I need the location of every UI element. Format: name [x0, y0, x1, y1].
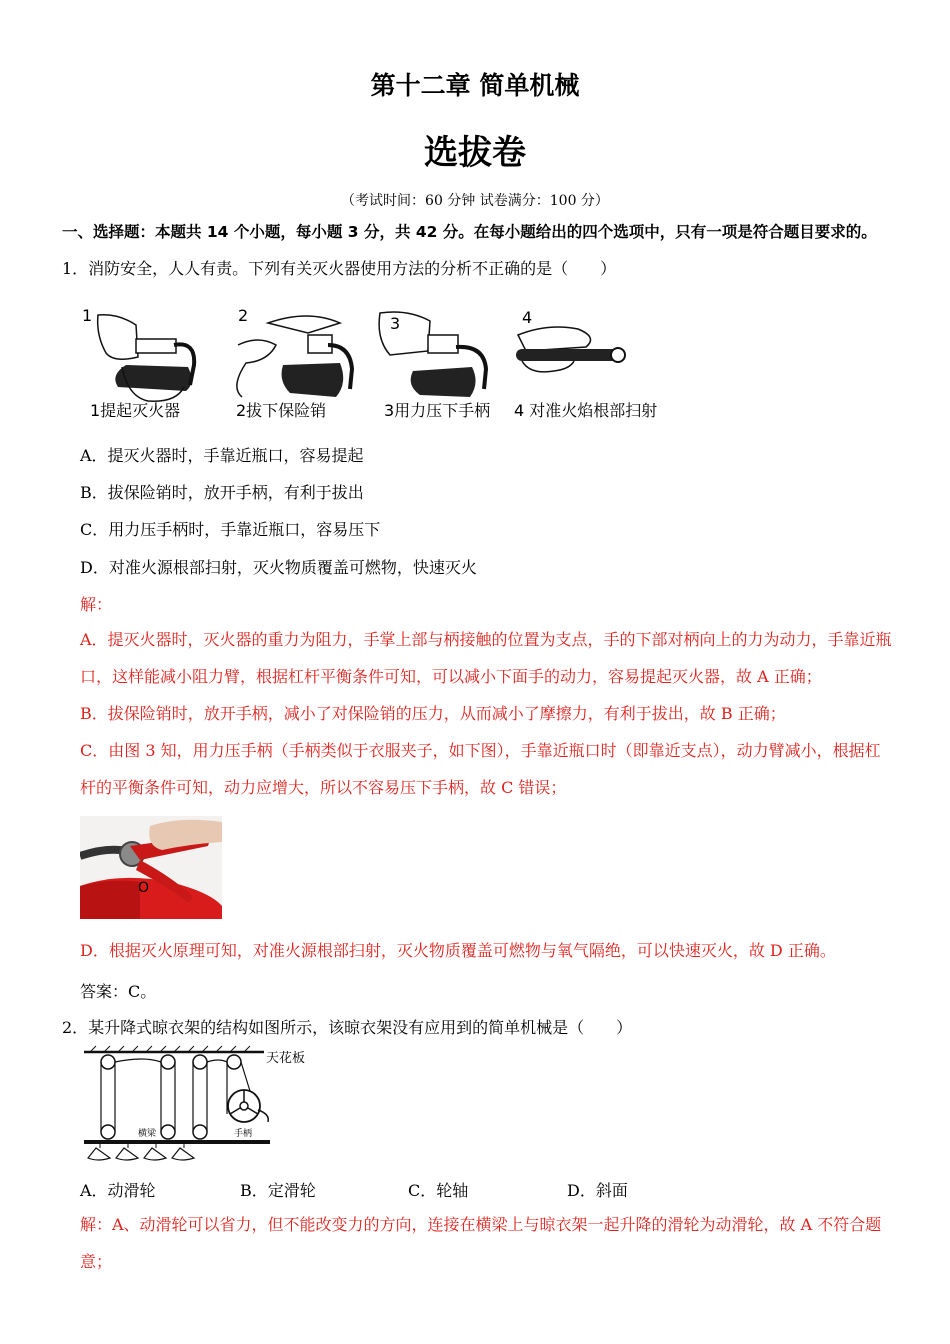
q1-answer: 答案：C。	[80, 982, 157, 1001]
step-4-illustration	[514, 308, 657, 420]
q1-solution-label: 解：	[80, 595, 113, 614]
q2-solution: 解：A、动滑轮可以省力，但不能改变力的方向，连接在横梁上与晾衣架一起升降的滑轮为动滑轮，故 A 不符合题意；	[80, 1215, 882, 1271]
handle-label: 手柄	[234, 1129, 253, 1139]
ceiling-label: 天花板	[266, 1051, 306, 1066]
q1-explanation-d: D．根据灭火原理可知，对准火源根部扫射，灭火物质覆盖可燃物与氧气隔绝，可以快速灭火，故 D 正确。	[80, 941, 836, 960]
step-3-caption: 3用力压下手柄	[384, 401, 491, 420]
beam-label: 横梁	[138, 1129, 157, 1139]
pivot-label: O	[138, 880, 150, 896]
chapter-title: 第十二章 简单机械	[370, 71, 580, 100]
step-4-number: 4	[522, 308, 533, 327]
q1-explanation-c: C．由图 3 知，用力压手柄（手柄类似于衣服夹子，如下图），手靠近瓶口时（即靠近支点），动力臂减小，根据杠杆的平衡条件可知，动力应增大，所以不容易压下手柄，故 C 错误；	[80, 741, 881, 797]
q2-options-row	[80, 1178, 900, 1202]
question-2-stem: 2．某升降式晾衣架的结构如图所示，该晾衣架没有应用到的简单机械是（ ）	[62, 1018, 633, 1037]
paper-subtitle: 选拔卷	[424, 133, 526, 173]
q2-option-c: C．轮轴	[408, 1181, 469, 1200]
q1-option-c: C．用力压手柄时，手靠近瓶口，容易压下	[80, 520, 381, 539]
q2-option-a: A．动滑轮	[80, 1181, 156, 1200]
step-2-number: 2	[238, 306, 249, 325]
step-2-caption: 2拔下保险销	[236, 401, 327, 420]
step-1-caption: 1提起灭火器	[90, 401, 181, 420]
q2-option-b: B．定滑轮	[240, 1181, 316, 1200]
exam-info: （考试时间：60 分钟 试卷满分：100 分）	[341, 193, 609, 209]
step-1-number: 1	[82, 306, 93, 325]
section-heading: 一、选择题：本题共 14 个小题，每小题 3 分，共 42 分。在每小题给出的四个选项中，只有一项是符合题目要求的。	[62, 223, 877, 241]
step-3-illustration	[379, 312, 490, 420]
step-4-caption: 4 对准火焰根部扫射	[514, 401, 658, 420]
extinguisher-handle-photo	[80, 816, 222, 919]
q1-option-d: D．对准火源根部扫射，灭火物质覆盖可燃物，快速灭火	[80, 558, 477, 577]
q1-option-a: A．提灭火器时，手靠近瓶口，容易提起	[80, 446, 364, 465]
step-1-illustration	[82, 306, 194, 420]
fire-extinguisher-steps-figure	[78, 305, 678, 427]
question-1-stem: 1．消防安全，人人有责。下列有关灭火器使用方法的分析不正确的是（ ）	[62, 259, 617, 278]
step-2-illustration	[236, 306, 352, 420]
q2-option-d: D．斜面	[567, 1181, 628, 1200]
step-3-number: 3	[390, 314, 401, 333]
clothes-rack-pulley-figure	[84, 1044, 324, 1172]
q1-explanation-a: A．提灭火器时，灭火器的重力为阻力，手掌上部与柄接触的位置为支点，手的下部对柄向上的力为动力，手靠近瓶口，这样能减小阻力臂，根据杠杆平衡条件可知，可以减小下面手的动力，容易提起灭火器，故 A 正确；	[80, 630, 892, 686]
q1-explanation-b: B．拔保险销时，放开手柄，减小了对保险销的压力，从而减小了摩擦力，有利于拔出，故 B 正确；	[80, 704, 786, 723]
q1-option-b: B．拔保险销时，放开手柄，有利于拔出	[80, 483, 364, 502]
